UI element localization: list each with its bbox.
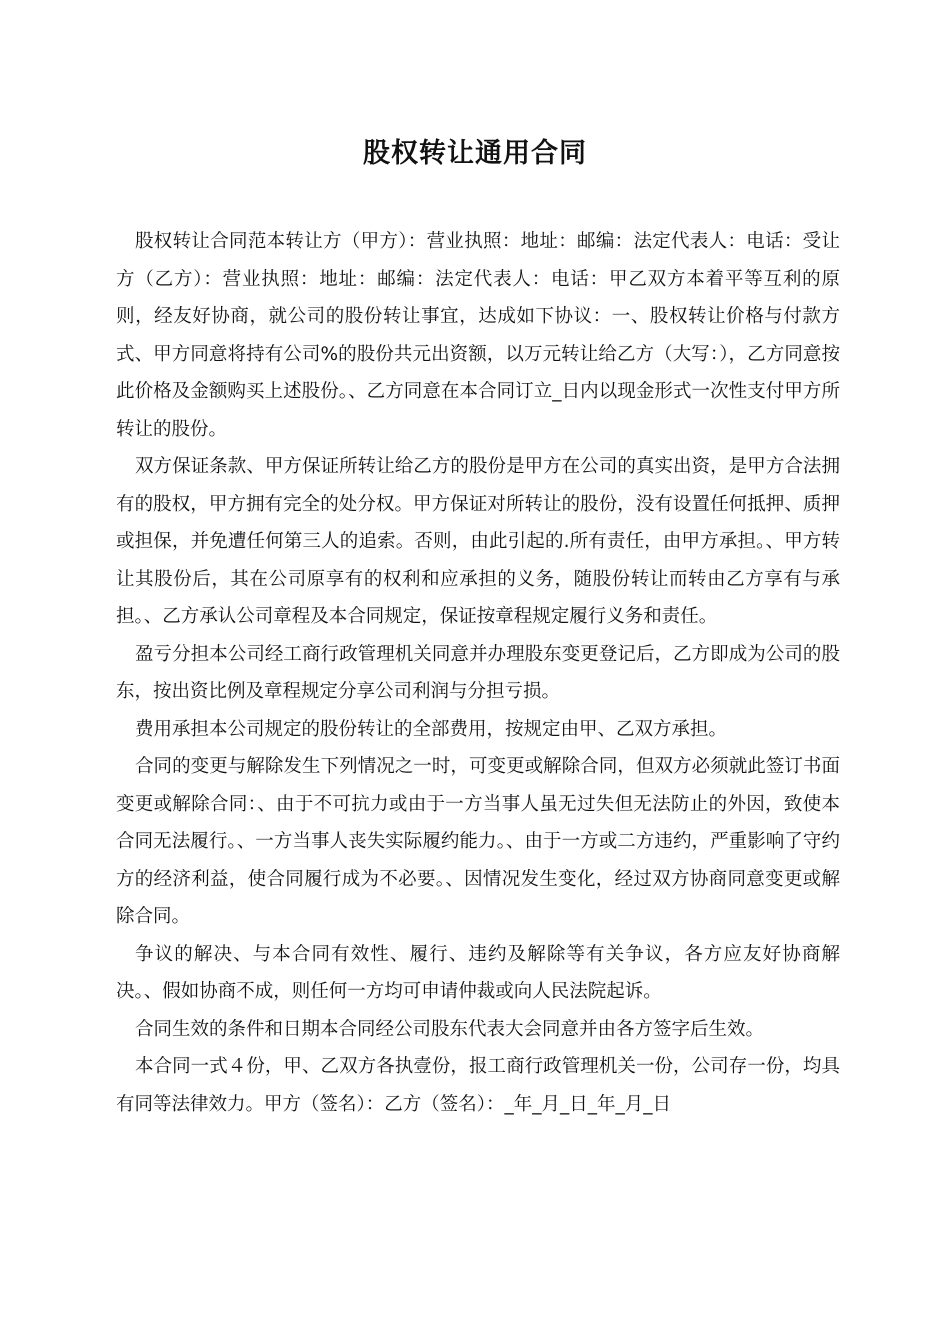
paragraph-expenses: 费用承担本公司规定的股份转让的全部费用，按规定由甲、乙双方承担。 xyxy=(135,718,728,740)
paragraph-amendment-termination: 合同的变更与解除发生下列情况之一时，可变更或解除合同，但双方必须就此签订书面变更或解除合同：、由于不可抗力或由于一方当事人虽无过失但无法防止的外因，致使本合同无法履行。、一方当事人丧失实际履约能力。、由于一方或二方违约，严重影响了守约方的经济利益，使合同履行成为不必要。、因情况发生变化，经过双方协商同意变更或解除合同。 xyxy=(116,756,840,927)
document-body xyxy=(116,223,840,1123)
document-title: 股权转让通用合同 xyxy=(363,138,587,169)
paragraph-warranties: 双方保证条款、甲方保证所转让给乙方的股份是甲方在公司的真实出资，是甲方合法拥有的股权，甲方拥有完全的处分权。甲方保证对所转让的股份，没有设置任何抵押、质押或担保，并免遭任何第三人的追索。否则，由此引起的.所有责任，由甲方承担。、甲方转让其股份后，其在公司原享有的权利和应承担的义务，随股份转让而转由乙方享有与承担。、乙方承认公司章程及本合同规定，保证按章程规定履行义务和责任。 xyxy=(116,456,840,627)
paragraph-profit-loss: 盈亏分担本公司经工商行政管理机关同意并办理股东变更登记后，乙方即成为公司的股东，按出资比例及章程规定分享公司利润与分担亏损。 xyxy=(116,643,840,702)
paragraph-parties-and-price: 股权转让合同范本转让方（甲方）：营业执照：地址：邮编：法定代表人：电话：受让方（乙方）：营业执照：地址：邮编：法定代表人：电话：甲乙双方本着平等互利的原则，经友好协商，就公司的股份转让事宜，达成如下协议：一、股权转让价格与付款方式、甲方同意将持有公司%的股份共元出资额，以万元转让给乙方（大写：），乙方同意按此价格及金额购买上述股份。、乙方同意在本合同订立_日内以现金形式一次性支付甲方所转让的股份。 xyxy=(116,231,840,440)
paragraph-effectiveness: 合同生效的条件和日期本合同经公司股东代表大会同意并由各方签字后生效。 xyxy=(135,1018,765,1040)
paragraph-copies-signatures: 本合同一式４份，甲、乙双方各执壹份，报工商行政管理机关一份，公司存一份，均具有同等法律效力。甲方（签名）：乙方（签名）：_年_月_日_年_月_日 xyxy=(116,1056,840,1115)
paragraph-dispute-resolution: 争议的解决、与本合同有效性、履行、违约及解除等有关争议，各方应友好协商解决。、假如协商不成，则任何一方均可申请仲裁或向人民法院起诉。 xyxy=(116,943,840,1002)
